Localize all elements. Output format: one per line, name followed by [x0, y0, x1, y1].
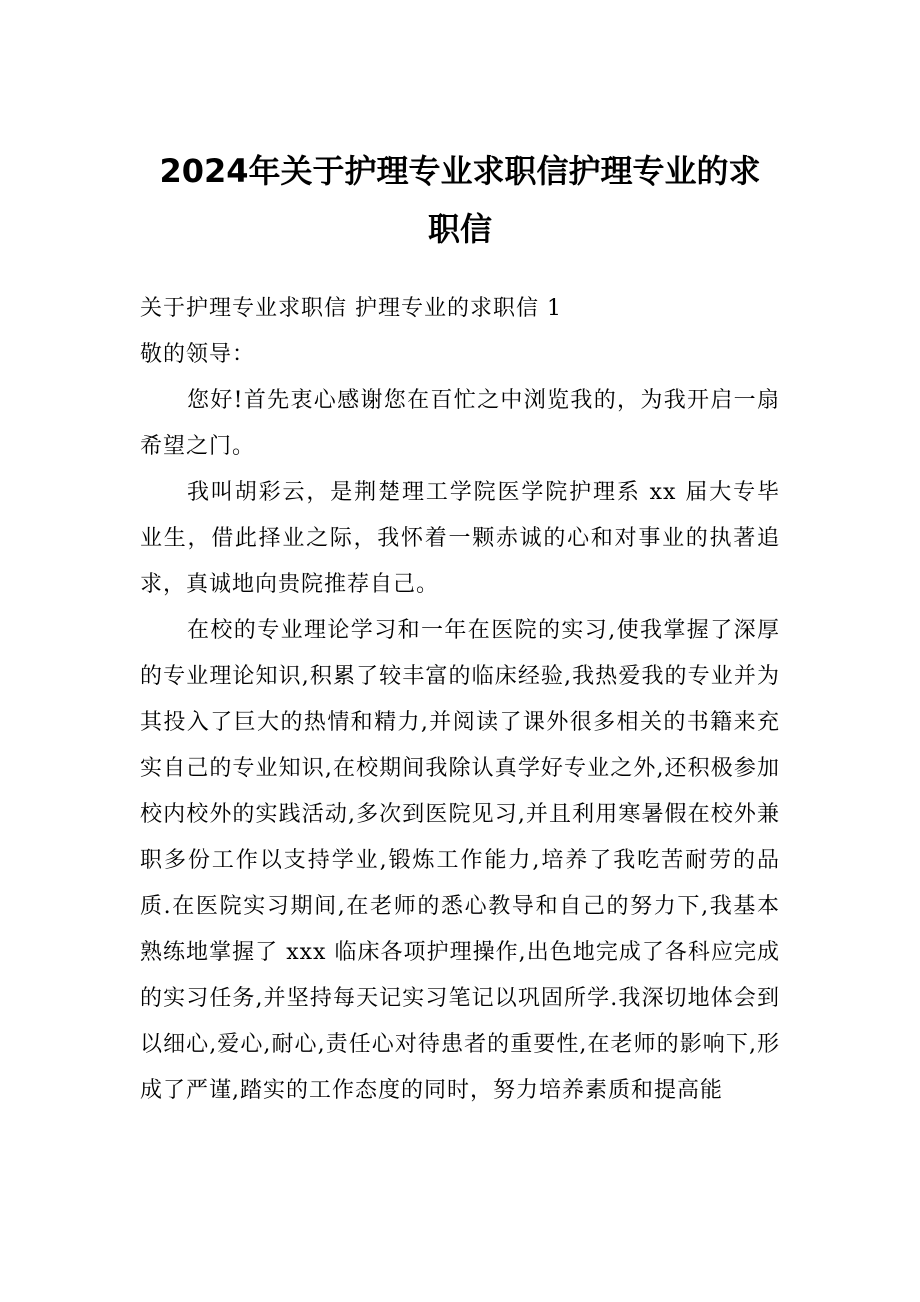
subtitle-line: 关于护理专业求职信 护理专业的求职信 1: [140, 296, 562, 321]
document-title: [140, 140, 780, 258]
paragraph-greeting: 您好!首先衷心感谢您在百忙之中浏览我的，为我开启一扇希望之门。: [140, 388, 780, 459]
title-line-2: 职信: [427, 210, 492, 248]
document-page: [140, 140, 780, 1103]
document-body: [140, 286, 780, 1114]
paragraph-introduction: 我叫胡彩云，是荆楚理工学院医学院护理系 xx 届大专毕业生，借此择业之际，我怀着一颗赤诚的心和对事业的执著追求，真诚地向贵院推荐自己。: [140, 480, 780, 597]
salutation: 敬的领导：: [140, 342, 256, 367]
title-line-1: 2024年关于护理专业求职信护理专业的求: [159, 152, 761, 190]
paragraph-experience: 在校的专业理论学习和一年在医院的实习,使我掌握了深厚的专业理论知识,积累了较丰富的临床经验,我热爱我的专业并为其投入了巨大的热情和精力,并阅读了课外很多相关的书籍来充实自己的专业知识,在校期间我除认真学好专业之外,还积极参加校内校外的实践活动,多次到医院见习,并且利用寒暑假在校外兼职多份工作以支持学业,锻炼工作能力,培养了我吃苦耐劳的品质.在医院实习期间,在老师的悉心教导和自己的努力下,我基本熟练地掌握了 xxx 临床各项护理操作,出色地完成了各科应完成的实习任务,并坚持每天记实习笔记以巩固所学.我深切地体会到以细心,爱心,耐心,责任心对待患者的重要性,在老师的影响下,形成了严谨,踏实的工作态度的同时，努力培养素质和提高能: [140, 618, 780, 1103]
